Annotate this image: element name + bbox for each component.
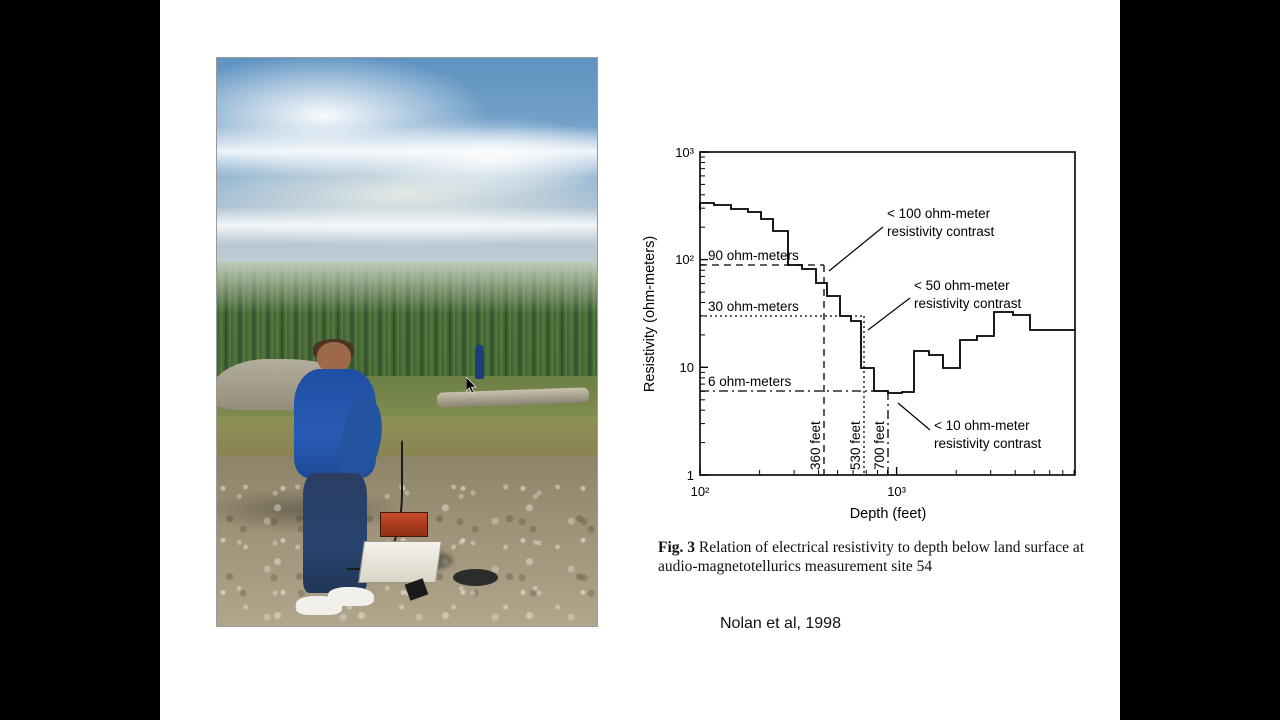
ytick-10: 10 xyxy=(679,360,694,375)
figure-caption xyxy=(658,538,1098,577)
ytick-100: 10² xyxy=(675,252,694,267)
label-360-feet: 360 feet xyxy=(808,421,823,470)
x-axis-label: Depth (feet) xyxy=(849,506,927,522)
annotation-10-line1: < 10 ohm-meter xyxy=(934,418,1030,433)
annotation-50-line1: < 50 ohm-meter xyxy=(914,278,1010,293)
figure-caption-text: Relation of electrical resistivity to depth below land surface at audio-magnetotellurics measurement site 54 xyxy=(658,539,1085,576)
photo-person-shoe-right xyxy=(328,587,374,606)
y-axis-label: Resistivity (ohm-meters) xyxy=(642,235,658,393)
label-530-feet: 530 feet xyxy=(848,421,863,470)
source-credit: Nolan et al, 1998 xyxy=(720,615,841,632)
xtick-100: 10² xyxy=(690,484,710,499)
photo-white-equipment-box xyxy=(358,541,442,583)
label-30-ohm-meters: 30 ohm-meters xyxy=(708,299,799,314)
photo-cloud-band-upper xyxy=(217,126,597,177)
annotation-50-line2: resistivity contrast xyxy=(914,296,1022,311)
xtick-1000: 10³ xyxy=(887,484,906,499)
photo-person-head xyxy=(317,342,351,372)
photo-red-instrument xyxy=(380,512,428,537)
photo-second-person xyxy=(475,345,483,379)
photo-haze xyxy=(217,262,597,313)
annotation-10-line2: resistivity contrast xyxy=(934,436,1042,451)
figure-3-chart xyxy=(630,130,1100,590)
resistivity-depth-plot xyxy=(630,130,1100,530)
label-700-feet: 700 feet xyxy=(872,421,887,470)
photo-cloud-band-mid xyxy=(217,206,597,246)
field-photo xyxy=(216,57,598,627)
label-90-ohm-meters: 90 ohm-meters xyxy=(708,248,799,263)
ytick-1000: 10³ xyxy=(675,145,694,160)
ytick-1: 1 xyxy=(686,468,694,483)
annotation-100-line2: resistivity contrast xyxy=(887,224,995,239)
label-6-ohm-meters: 6 ohm-meters xyxy=(708,374,792,389)
figure-number: Fig. 3 xyxy=(658,539,696,556)
annotation-100-line1: < 100 ohm-meter xyxy=(887,206,991,221)
slide-canvas xyxy=(160,0,1120,720)
